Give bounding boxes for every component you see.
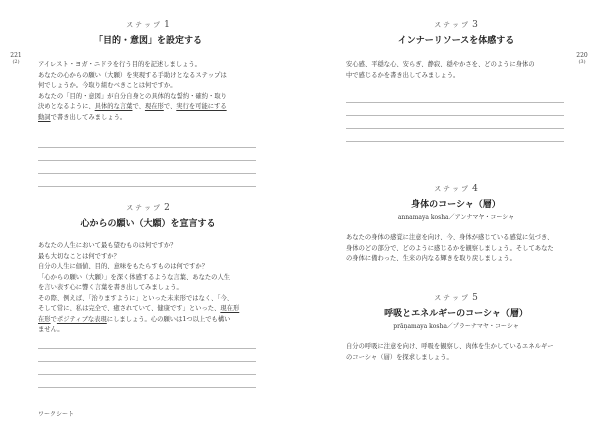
underlined-phrase: 動詞 xyxy=(38,113,51,121)
body-line: あなたの人生において最も望むものは何ですか？ xyxy=(38,242,177,249)
step-2-title: 心からの願い（大願）を宣言する xyxy=(80,219,216,229)
step-1-body xyxy=(38,60,258,123)
page-footer: ワークシート xyxy=(38,411,75,418)
writing-line[interactable] xyxy=(38,173,256,174)
text-run: で xyxy=(50,315,57,323)
body-line: 身体のどの部分で、どのように感じるかを観察しましょう。そしてあなた xyxy=(346,244,554,252)
step-number: 2 xyxy=(164,203,170,213)
text-run: で、 xyxy=(132,103,145,110)
body-line: のコーシャ（層）を探求しましょう。 xyxy=(346,353,453,361)
body-line xyxy=(38,102,258,113)
step-3-body xyxy=(346,60,566,81)
step-3-writing-lines[interactable] xyxy=(346,102,564,154)
writing-line[interactable] xyxy=(346,115,564,116)
right-page xyxy=(300,0,600,431)
step-4-section xyxy=(346,184,566,265)
writing-line[interactable] xyxy=(38,160,256,161)
step-label-text: ステップ xyxy=(126,204,163,212)
step-2-section xyxy=(38,203,258,336)
underlined-phrase: ポジティブな表現 xyxy=(56,315,107,323)
step-3-title: インナーリソースを体感する xyxy=(397,36,515,46)
step-2-label xyxy=(38,203,258,213)
body-line: アイレスト・ヨガ・ニドラを行う目的を記述しましょう。 xyxy=(38,61,201,68)
body-line: 自分の呼吸に注意を向け、呼吸を観察し、肉体を生かしているエネルギー xyxy=(346,343,554,350)
body-line: その際、例えば、「治りますように」といった未来形ではなく、「今、 xyxy=(38,294,234,302)
writing-line[interactable] xyxy=(38,387,256,388)
text-run: 決めとなるように、 xyxy=(38,103,95,110)
step-5-subtitle: prāṇamaya kosha／プラーナマヤ・コーシャ xyxy=(393,323,519,330)
step-3-label xyxy=(346,20,566,30)
body-line: 中で感じるかを書き出してみましょう。 xyxy=(346,71,460,79)
step-1-writing-lines[interactable] xyxy=(38,147,256,199)
step-1-section xyxy=(38,20,258,123)
writing-line[interactable] xyxy=(38,348,256,349)
step-2-writing-lines[interactable] xyxy=(38,348,256,400)
step-5-body xyxy=(346,342,566,363)
step-label-text: ステップ xyxy=(126,21,163,29)
body-line: あなたの身体の感覚に注意を向け、今、身体が感じている感覚に気づき、 xyxy=(346,234,554,241)
body-line xyxy=(38,315,258,326)
underlined-phrase: 現在形 xyxy=(144,103,164,110)
body-line: 何でしょうか。今取り組むべきことは何ですか。 xyxy=(38,82,177,89)
writing-line[interactable] xyxy=(346,141,564,142)
page-number-right xyxy=(574,52,590,66)
step-number: 4 xyxy=(472,184,478,194)
underlined-phrase: 具体的な言葉 xyxy=(94,103,133,110)
body-line: あなたの「目的・意図」が自分自身との具体的な誓約・確約・取り xyxy=(38,92,227,100)
underlined-phrase: 実行を可能にする xyxy=(176,103,227,110)
step-number: 3 xyxy=(472,20,478,30)
step-label-text: ステップ xyxy=(434,185,471,193)
writing-line[interactable] xyxy=(38,374,256,375)
page-number-left xyxy=(8,52,24,66)
step-number: 5 xyxy=(472,293,478,303)
writing-line[interactable] xyxy=(346,102,564,103)
body-line: の身体に備わった、生来の内なる輝きを取り戻しましょう。 xyxy=(346,255,516,262)
writing-line[interactable] xyxy=(38,361,256,362)
body-line: 自分の人生に価値、目的、意味をもたらすものは何ですか？ xyxy=(38,263,209,270)
step-4-title: 身体のコーシャ（層） xyxy=(411,200,501,210)
page-number: 221 xyxy=(10,52,22,59)
step-label-text: ステップ xyxy=(434,294,471,302)
body-line xyxy=(38,113,258,124)
step-5-label xyxy=(346,293,566,303)
step-3-section xyxy=(346,20,566,81)
page-number: 220 xyxy=(576,52,588,59)
writing-line[interactable] xyxy=(38,186,256,187)
step-4-label xyxy=(346,184,566,194)
writing-line[interactable] xyxy=(346,128,564,129)
step-2-body xyxy=(38,241,258,336)
step-label-text: ステップ xyxy=(434,21,471,29)
text-run: で書き出してみましょう。 xyxy=(50,113,127,121)
step-number: 1 xyxy=(164,20,170,30)
page-sub-number: (2) xyxy=(12,59,20,65)
text-run: で、 xyxy=(163,103,177,110)
underlined-phrase: 在形 xyxy=(38,315,51,323)
underlined-phrase: 現在形 xyxy=(220,305,240,312)
writing-line[interactable] xyxy=(38,147,256,148)
body-line: 安心感、平穏な心、安らぎ、静寂、穏やかさを、どのように身体の xyxy=(346,61,535,68)
text-run: にしましょう。心の願いは1つ以上でも構い xyxy=(106,315,231,323)
body-line: ません。 xyxy=(38,326,64,333)
body-line: を言い表す心に響く言葉を書き出してみましょう。 xyxy=(38,284,183,291)
body-line: あなたの心からの願い（大願）を実現する手助けとなるステップは xyxy=(38,71,227,79)
text-run: そして常に、私は完全で、癒されていて、健康です」といった、 xyxy=(38,305,221,312)
body-line: 「心からの願い（大願）」を深く体感するような言葉、あなたの人生 xyxy=(38,273,231,281)
step-5-section xyxy=(346,293,566,363)
step-5-title: 呼吸とエネルギーのコーシャ（層） xyxy=(384,309,528,319)
body-line: 最も大切なことは何ですか？ xyxy=(38,252,120,260)
step-1-title: 「目的・意図」を設定する xyxy=(93,36,202,46)
step-4-subtitle: annamaya kosha／アンナマヤ・コーシャ xyxy=(397,214,515,221)
step-4-body xyxy=(346,233,566,265)
step-1-label xyxy=(38,20,258,30)
body-line xyxy=(38,304,258,315)
page-sub-number: (3) xyxy=(578,59,586,65)
